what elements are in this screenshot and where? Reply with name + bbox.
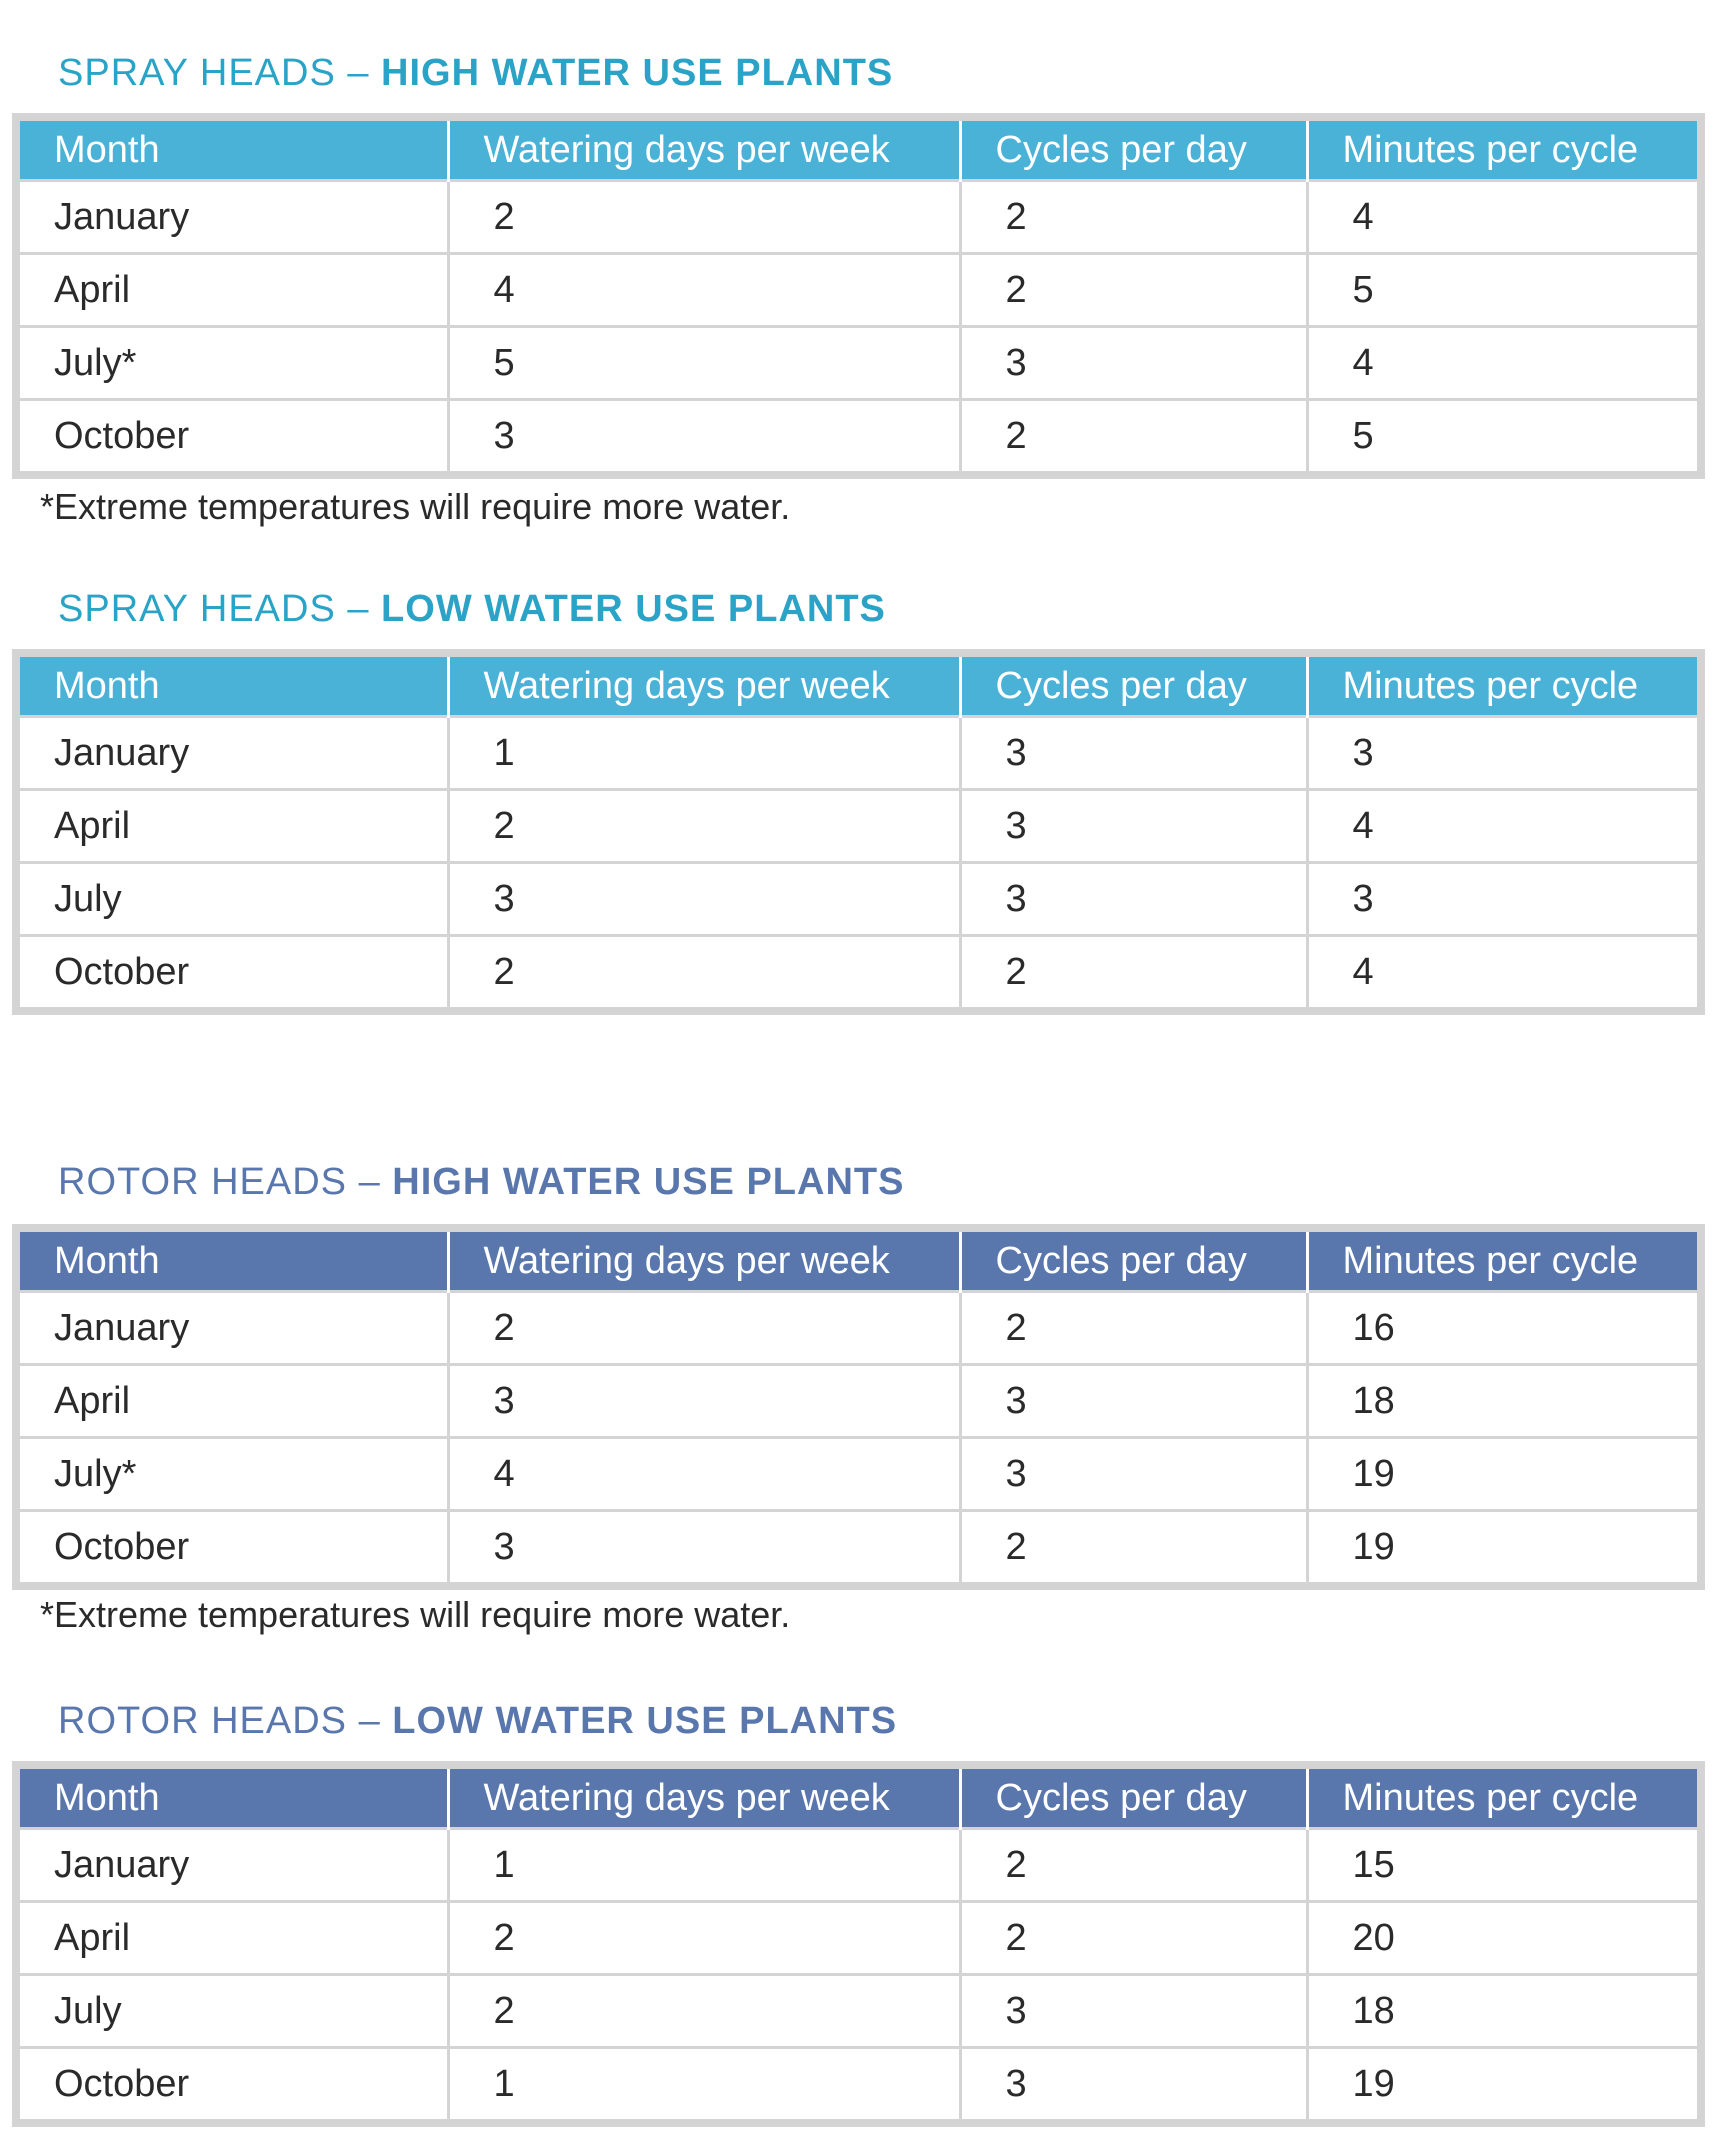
cell-month: October (20, 400, 448, 472)
table-row (20, 936, 1697, 1008)
cell-cycles: 3 (960, 1365, 1307, 1438)
table-header-row (20, 1769, 1697, 1829)
header-minutes: Minutes per cycle (1307, 1769, 1697, 1829)
table-row (20, 181, 1697, 254)
cell-cycles: 2 (960, 254, 1307, 327)
cell-cycles: 2 (960, 1511, 1307, 1583)
cell-month: January (20, 1829, 448, 1902)
table-row (20, 790, 1697, 863)
cell-month: April (20, 1365, 448, 1438)
table-row (20, 1511, 1697, 1583)
cell-minutes: 15 (1307, 1829, 1697, 1902)
cell-watering-days: 5 (448, 327, 960, 400)
header-minutes: Minutes per cycle (1307, 657, 1697, 717)
cell-minutes: 4 (1307, 181, 1697, 254)
table-rotor-high (12, 1224, 1705, 1590)
cell-watering-days: 1 (448, 2048, 960, 2120)
cell-minutes: 18 (1307, 1365, 1697, 1438)
table-rotor-low (12, 1761, 1705, 2127)
section-title-emphasis: HIGH WATER USE PLANTS (381, 52, 894, 94)
header-month: Month (20, 1769, 448, 1829)
table-row (20, 1975, 1697, 2048)
table-row (20, 1438, 1697, 1511)
header-watering-days: Watering days per week (448, 1232, 960, 1292)
section-title-prefix: SPRAY HEADS – (58, 588, 382, 630)
cell-month: January (20, 717, 448, 790)
cell-watering-days: 4 (448, 1438, 960, 1511)
cell-cycles: 3 (960, 327, 1307, 400)
cell-cycles: 2 (960, 1902, 1307, 1975)
table-header-row (20, 1232, 1697, 1292)
cell-minutes: 3 (1307, 863, 1697, 936)
cell-watering-days: 1 (448, 1829, 960, 1902)
header-cycles: Cycles per day (960, 121, 1307, 181)
cell-month: October (20, 1511, 448, 1583)
table-row (20, 2048, 1697, 2120)
section-title-prefix: SPRAY HEADS – (58, 52, 382, 94)
table-header-row (20, 657, 1697, 717)
section-title-emphasis: LOW WATER USE PLANTS (381, 588, 886, 630)
header-month: Month (20, 657, 448, 717)
header-cycles: Cycles per day (960, 657, 1307, 717)
cell-month: July (20, 863, 448, 936)
cell-minutes: 19 (1307, 2048, 1697, 2120)
header-watering-days: Watering days per week (448, 657, 960, 717)
header-cycles: Cycles per day (960, 1769, 1307, 1829)
cell-watering-days: 3 (448, 400, 960, 472)
cell-month: July (20, 1975, 448, 2048)
cell-cycles: 3 (960, 1975, 1307, 2048)
cell-cycles: 2 (960, 1829, 1307, 1902)
header-watering-days: Watering days per week (448, 121, 960, 181)
cell-month: October (20, 2048, 448, 2120)
cell-minutes: 16 (1307, 1292, 1697, 1365)
table-spray-low (12, 649, 1705, 1015)
cell-month: April (20, 1902, 448, 1975)
cell-month: January (20, 181, 448, 254)
cell-watering-days: 3 (448, 1511, 960, 1583)
table-spray-high (12, 113, 1705, 479)
header-month: Month (20, 1232, 448, 1292)
section-title-spray-low (58, 590, 886, 628)
table-row (20, 254, 1697, 327)
header-watering-days: Watering days per week (448, 1769, 960, 1829)
section-title-prefix: ROTOR HEADS – (58, 1161, 393, 1203)
section-title-prefix: ROTOR HEADS – (58, 1700, 393, 1742)
cell-minutes: 5 (1307, 400, 1697, 472)
cell-month: January (20, 1292, 448, 1365)
section-title-rotor-low (58, 1702, 897, 1740)
header-month: Month (20, 121, 448, 181)
cell-minutes: 18 (1307, 1975, 1697, 2048)
footnote: *Extreme temperatures will require more water. (40, 1594, 791, 1635)
cell-watering-days: 3 (448, 1365, 960, 1438)
cell-minutes: 20 (1307, 1902, 1697, 1975)
cell-minutes: 19 (1307, 1511, 1697, 1583)
cell-cycles: 2 (960, 1292, 1307, 1365)
section-title-emphasis: LOW WATER USE PLANTS (392, 1700, 898, 1742)
cell-minutes: 19 (1307, 1438, 1697, 1511)
cell-watering-days: 2 (448, 790, 960, 863)
table-row (20, 327, 1697, 400)
header-minutes: Minutes per cycle (1307, 121, 1697, 181)
cell-watering-days: 2 (448, 1902, 960, 1975)
cell-minutes: 4 (1307, 327, 1697, 400)
cell-cycles: 3 (960, 717, 1307, 790)
header-minutes: Minutes per cycle (1307, 1232, 1697, 1292)
cell-minutes: 5 (1307, 254, 1697, 327)
table-row (20, 863, 1697, 936)
cell-month: October (20, 936, 448, 1008)
footnote: *Extreme temperatures will require more water. (40, 486, 791, 527)
cell-cycles: 2 (960, 936, 1307, 1008)
cell-minutes: 4 (1307, 936, 1697, 1008)
cell-watering-days: 2 (448, 1975, 960, 2048)
cell-month: April (20, 790, 448, 863)
table-row (20, 1902, 1697, 1975)
table-row (20, 717, 1697, 790)
cell-month: July* (20, 327, 448, 400)
table-row (20, 1365, 1697, 1438)
cell-month: July* (20, 1438, 448, 1511)
cell-minutes: 4 (1307, 790, 1697, 863)
section-title-rotor-high (58, 1163, 904, 1201)
cell-watering-days: 3 (448, 863, 960, 936)
cell-cycles: 2 (960, 400, 1307, 472)
cell-watering-days: 2 (448, 1292, 960, 1365)
cell-cycles: 3 (960, 790, 1307, 863)
cell-watering-days: 2 (448, 936, 960, 1008)
cell-cycles: 2 (960, 181, 1307, 254)
table-header-row (20, 121, 1697, 181)
cell-cycles: 3 (960, 1438, 1307, 1511)
cell-watering-days: 1 (448, 717, 960, 790)
cell-minutes: 3 (1307, 717, 1697, 790)
header-cycles: Cycles per day (960, 1232, 1307, 1292)
cell-cycles: 3 (960, 2048, 1307, 2120)
cell-watering-days: 2 (448, 181, 960, 254)
table-row (20, 1829, 1697, 1902)
cell-cycles: 3 (960, 863, 1307, 936)
cell-month: April (20, 254, 448, 327)
section-title-emphasis: HIGH WATER USE PLANTS (392, 1161, 905, 1203)
section-title-spray-high (58, 54, 893, 92)
cell-watering-days: 4 (448, 254, 960, 327)
table-row (20, 400, 1697, 472)
table-row (20, 1292, 1697, 1365)
